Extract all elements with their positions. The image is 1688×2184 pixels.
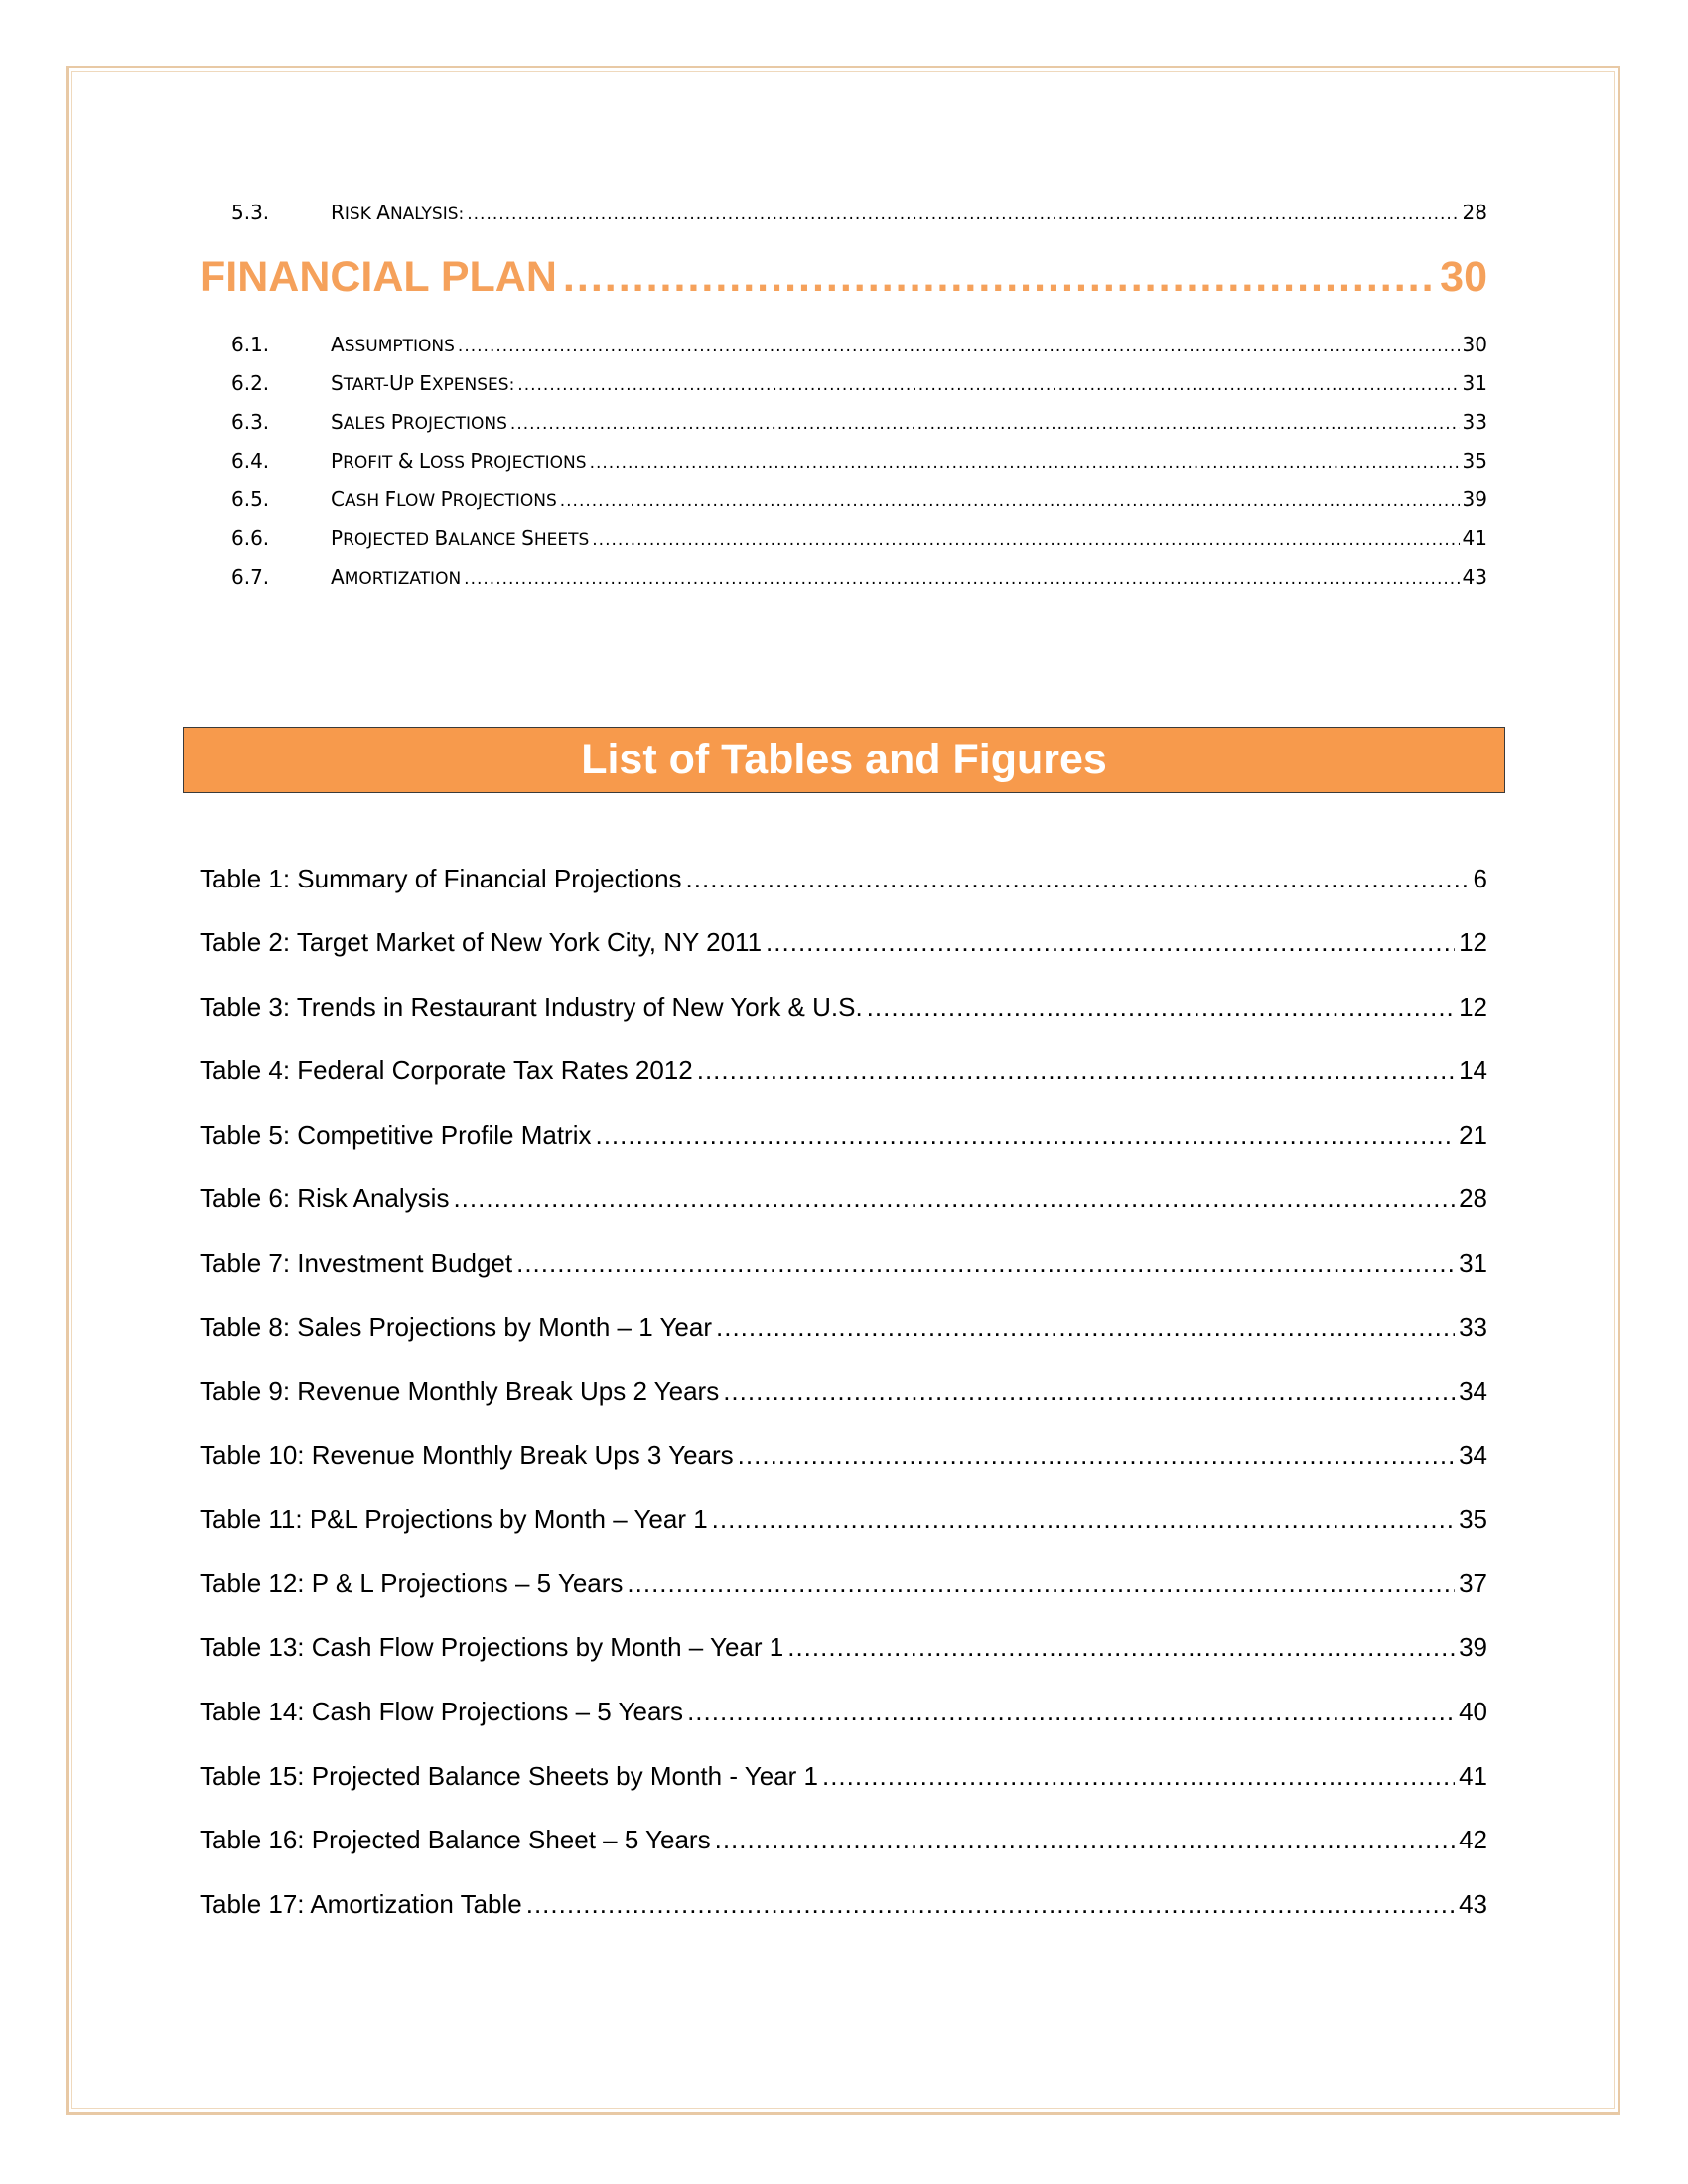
table-entry-6[interactable]	[200, 1183, 1487, 1219]
table-entry-page: 40	[1459, 1697, 1487, 1726]
toc-entry-page: 35	[1462, 449, 1487, 473]
toc-entry-6-4[interactable]	[231, 449, 1487, 478]
toc-entry-title: ASSUMPTIONS	[331, 333, 455, 356]
dot-leader	[590, 453, 1460, 473]
table-entry-11[interactable]	[200, 1504, 1487, 1540]
toc-entry-page: 41	[1462, 526, 1487, 550]
dot-leader	[867, 992, 1455, 1023]
toc-entry-title: SALES PROJECTIONS	[331, 410, 507, 434]
table-entry-17[interactable]	[200, 1889, 1487, 1925]
table-entry-title: Table 2: Target Market of New York City, NY 2011	[200, 927, 763, 957]
dot-leader	[517, 375, 1459, 395]
table-entry-title: Table 11: P&L Projections by Month – Year 1	[200, 1504, 708, 1534]
table-entry-1[interactable]	[200, 864, 1487, 899]
toc-entry-title: START-UP EXPENSES:	[331, 371, 515, 395]
table-entry-page: 6	[1473, 864, 1487, 893]
toc-entry-number: 6.4.	[231, 449, 270, 473]
table-entry-4[interactable]	[200, 1055, 1487, 1091]
toc-entry-5-3[interactable]	[231, 201, 1487, 230]
dot-leader	[738, 1440, 1455, 1471]
toc-entry-6-6[interactable]	[231, 526, 1487, 556]
table-entry-page: 37	[1459, 1569, 1487, 1598]
dot-leader	[595, 1120, 1455, 1151]
toc-entry-page: 33	[1462, 410, 1487, 434]
dot-leader	[697, 1055, 1455, 1086]
toc-entry-title: AMORTIZATION	[331, 565, 462, 589]
toc-entry-number: 6.1.	[231, 333, 270, 356]
section-title: FINANCIAL PLAN	[200, 253, 557, 301]
dot-leader	[712, 1504, 1455, 1535]
table-entry-10[interactable]	[200, 1440, 1487, 1476]
table-entry-title: Table 14: Cash Flow Projections – 5 Years	[200, 1697, 684, 1726]
toc-entry-title: RISK ANALYSIS:	[331, 201, 465, 224]
toc-entry-page: 31	[1462, 371, 1487, 395]
section-page: 30	[1440, 253, 1487, 301]
toc-entry-title: PROJECTED BALANCE SHEETS	[331, 526, 590, 550]
toc-section-financial-plan[interactable]	[200, 253, 1487, 307]
table-entry-page: 42	[1459, 1825, 1487, 1854]
table-entry-page: 21	[1459, 1120, 1487, 1150]
dot-leader	[787, 1632, 1455, 1663]
toc-entry-6-5[interactable]	[231, 487, 1487, 517]
toc-entry-number: 6.6.	[231, 526, 270, 550]
table-entry-title: Table 8: Sales Projections by Month – 1 Year	[200, 1312, 712, 1342]
table-entry-page: 28	[1459, 1183, 1487, 1213]
toc-entry-6-3[interactable]	[231, 410, 1487, 440]
dot-leader	[458, 337, 1460, 356]
toc-entry-number: 6.2.	[231, 371, 270, 395]
table-entry-title: Table 5: Competitive Profile Matrix	[200, 1120, 592, 1150]
dot-leader	[516, 1248, 1455, 1279]
dot-leader	[822, 1761, 1455, 1792]
toc-entry-number: 6.3.	[231, 410, 270, 434]
table-entry-title: Table 6: Risk Analysis	[200, 1183, 450, 1213]
table-entry-5[interactable]	[200, 1120, 1487, 1156]
toc-entry-page: 43	[1462, 565, 1487, 589]
dot-leader	[592, 530, 1459, 550]
table-entry-title: Table 13: Cash Flow Projections by Month – Year 1	[200, 1632, 784, 1662]
toc-entry-page: 30	[1462, 333, 1487, 356]
table-entry-page: 41	[1459, 1761, 1487, 1791]
dot-leader	[687, 1697, 1455, 1727]
table-entry-2[interactable]	[200, 927, 1487, 963]
table-entry-14[interactable]	[200, 1697, 1487, 1732]
table-entry-title: Table 12: P & L Projections – 5 Years	[200, 1569, 624, 1598]
table-entry-title: Table 9: Revenue Monthly Break Ups 2 Years	[200, 1376, 720, 1406]
table-entry-7[interactable]	[200, 1248, 1487, 1284]
table-entry-title: Table 4: Federal Corporate Tax Rates 2012	[200, 1055, 693, 1085]
table-entry-15[interactable]	[200, 1761, 1487, 1797]
table-entry-page: 12	[1459, 927, 1487, 957]
table-entry-16[interactable]	[200, 1825, 1487, 1860]
dot-leader	[563, 253, 1434, 302]
toc-entry-number: 5.3.	[231, 201, 270, 224]
table-entry-page: 12	[1459, 992, 1487, 1022]
dot-leader	[716, 1312, 1455, 1343]
list-of-tables-heading	[183, 727, 1505, 793]
toc-entry-title: PROFIT & LOSS PROJECTIONS	[331, 449, 587, 473]
dot-leader	[510, 414, 1460, 434]
table-entry-title: Table 15: Projected Balance Sheets by Month - Year 1	[200, 1761, 818, 1791]
table-entry-3[interactable]	[200, 992, 1487, 1027]
table-entry-title: Table 16: Projected Balance Sheet – 5 Years	[200, 1825, 711, 1854]
dot-leader	[526, 1889, 1455, 1920]
dot-leader	[723, 1376, 1455, 1407]
table-entry-page: 43	[1459, 1889, 1487, 1919]
toc-entry-number: 6.5.	[231, 487, 270, 511]
dot-leader	[560, 491, 1460, 511]
dot-leader	[715, 1825, 1455, 1855]
table-entry-title: Table 17: Amortization Table	[200, 1889, 522, 1919]
table-entry-title: Table 1: Summary of Financial Projections	[200, 864, 682, 893]
table-entry-page: 39	[1459, 1632, 1487, 1662]
dot-leader	[464, 569, 1459, 589]
toc-entry-6-1[interactable]	[231, 333, 1487, 362]
toc-entry-title: CASH FLOW PROJECTIONS	[331, 487, 557, 511]
table-entry-title: Table 10: Revenue Monthly Break Ups 3 Years	[200, 1440, 734, 1470]
table-entry-9[interactable]	[200, 1376, 1487, 1412]
dot-leader	[686, 864, 1470, 894]
table-entry-page: 14	[1459, 1055, 1487, 1085]
table-entry-title: Table 7: Investment Budget	[200, 1248, 513, 1278]
toc-entry-page: 28	[1462, 201, 1487, 224]
dot-leader	[453, 1183, 1455, 1214]
table-entry-8[interactable]	[200, 1312, 1487, 1348]
toc-entry-page: 39	[1462, 487, 1487, 511]
dot-leader	[627, 1569, 1455, 1599]
table-entry-13[interactable]	[200, 1632, 1487, 1668]
banner-title: List of Tables and Figures	[581, 736, 1107, 783]
table-entry-page: 34	[1459, 1440, 1487, 1470]
toc-entry-number: 6.7.	[231, 565, 270, 589]
table-entry-title: Table 3: Trends in Restaurant Industry of New York & U.S.	[200, 992, 863, 1022]
dot-leader	[467, 205, 1459, 224]
table-entry-page: 35	[1459, 1504, 1487, 1534]
table-entry-page: 31	[1459, 1248, 1487, 1278]
table-entry-12[interactable]	[200, 1569, 1487, 1604]
toc-entry-6-7[interactable]	[231, 565, 1487, 595]
toc-entry-6-2[interactable]	[231, 371, 1487, 401]
table-entry-page: 34	[1459, 1376, 1487, 1406]
dot-leader	[766, 927, 1455, 958]
table-entry-page: 33	[1459, 1312, 1487, 1342]
